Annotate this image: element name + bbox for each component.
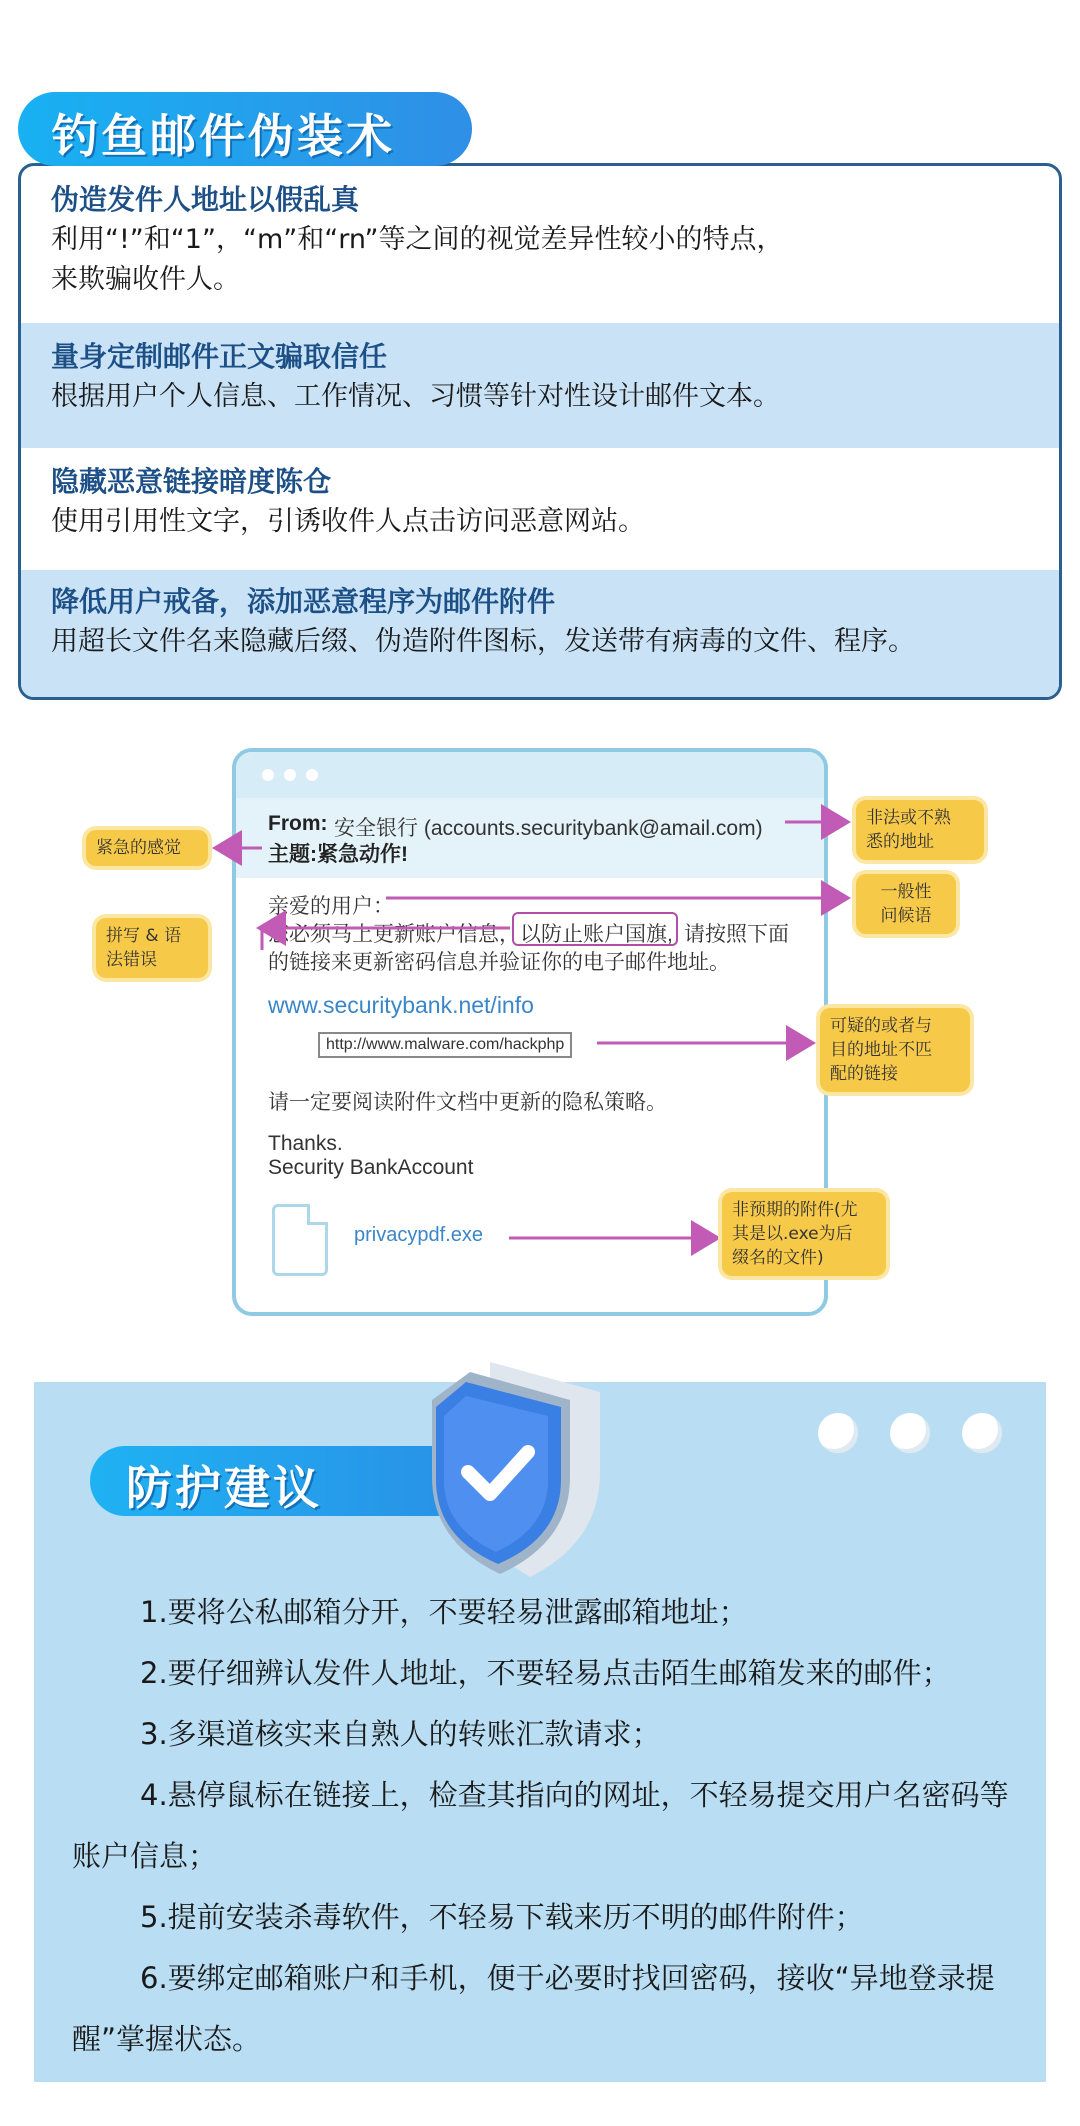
tactic-desc: 用超长文件名来隐藏后缀、伪造附件图标，发送带有病毒的文件、程序。 bbox=[51, 626, 915, 657]
tactic-desc: 使用引用性文字，引诱收件人点击访问恶意网站。 bbox=[51, 506, 645, 537]
advice-item: 1.要将公私邮箱分开，不要轻易泄露邮箱地址； bbox=[140, 1595, 748, 1629]
tactic-title: 伪造发件人地址以假乱真 bbox=[51, 183, 360, 216]
tactic-item bbox=[21, 462, 1059, 542]
callout-generic-greeting: 一般性 问候语 bbox=[856, 874, 956, 934]
tactic-item bbox=[21, 180, 1059, 300]
phishing-link[interactable]: www.securitybank.net/info bbox=[268, 992, 534, 1018]
callout-unknown-address: 非法或不熟 悉的地址 bbox=[856, 800, 984, 860]
advice-item: 3.多渠道核实来自熟人的转账汇款请求； bbox=[140, 1717, 661, 1751]
window-dot-icon bbox=[262, 769, 274, 781]
file-icon bbox=[272, 1204, 328, 1276]
callout-suspicious-link: 可疑的或者与 目的地址不匹 配的链接 bbox=[820, 1008, 970, 1092]
decor-dot bbox=[890, 1413, 930, 1453]
thanks-text: Thanks. bbox=[268, 1132, 343, 1155]
advice-title: 防护建议 bbox=[126, 1461, 322, 1515]
tactic-desc: 来欺骗收件人。 bbox=[51, 264, 240, 295]
advice-item: 4.悬停鼠标在链接上，检查其指向的网址，不轻易提交用户名密码等账户信息； bbox=[72, 1778, 1009, 1873]
window-dot-icon bbox=[284, 769, 296, 781]
tactic-title: 隐藏恶意链接暗度陈仓 bbox=[51, 465, 332, 498]
greeting: 亲爱的用户： bbox=[268, 895, 394, 918]
attachment-name[interactable]: privacypdf.exe bbox=[354, 1224, 483, 1246]
tactics-title: 钓鱼邮件伪装术 bbox=[52, 109, 395, 163]
callout-unexpected-attachment: 非预期的附件(尤 其是以.exe为后 缀名的文件) bbox=[722, 1192, 886, 1276]
callout-urgency: 紧急的感觉 bbox=[86, 830, 208, 866]
window-dot-icon bbox=[306, 769, 318, 781]
signature-text: Security BankAccount bbox=[268, 1156, 474, 1179]
decor-dot bbox=[962, 1413, 1002, 1453]
hover-url-tooltip: http://www.malware.com/hackphp bbox=[318, 1032, 572, 1058]
decor-dot bbox=[818, 1413, 858, 1453]
shield-check-icon bbox=[430, 1352, 610, 1582]
tactic-desc: 根据用户个人信息、工作情况、习惯等针对性设计邮件文本。 bbox=[51, 381, 780, 412]
policy-line: 请一定要阅读附件文档中更新的隐私策略。 bbox=[268, 1091, 667, 1114]
body-highlight-text: 以防止账户国旗, bbox=[520, 923, 673, 946]
advice-list bbox=[72, 1582, 1032, 2070]
tactics-title-pill bbox=[18, 92, 472, 166]
tactics-box bbox=[18, 163, 1062, 700]
tactic-item bbox=[21, 323, 1059, 448]
from-value: 安全银行 (accounts.securitybank@amail.com) bbox=[334, 817, 763, 840]
mail-titlebar bbox=[236, 752, 824, 798]
tactic-desc: 利用“!”和“1”，“m”和“rn”等之间的视觉差异性较小的特点， bbox=[51, 224, 784, 255]
spelling-error-highlight bbox=[512, 912, 678, 946]
from-label: From: bbox=[268, 812, 328, 835]
body-text: 您必须马上更新账户信息， bbox=[268, 923, 520, 946]
body-text: 请按照下面 bbox=[684, 923, 789, 946]
tactic-title: 降低用户戒备，添加恶意程序为邮件附件 bbox=[51, 585, 556, 618]
tactic-title: 量身定制邮件正文骗取信任 bbox=[51, 340, 388, 373]
advice-item: 6.要绑定邮箱账户和手机，便于必要时找回密码，接收“异地登录提醒”掌握状态。 bbox=[72, 1961, 995, 2056]
callout-spelling-errors: 拼写 & 语 法错误 bbox=[96, 918, 208, 978]
advice-item: 5.提前安装杀毒软件，不轻易下载来历不明的邮件附件； bbox=[140, 1900, 864, 1934]
tactic-item bbox=[21, 570, 1059, 700]
subject-line: 主题:紧急动作! bbox=[268, 843, 408, 866]
body-text: 的链接来更新密码信息并验证你的电子邮件地址。 bbox=[268, 951, 730, 974]
advice-item: 2.要仔细辨认发件人地址，不要轻易点击陌生邮箱发来的邮件； bbox=[140, 1656, 951, 1690]
